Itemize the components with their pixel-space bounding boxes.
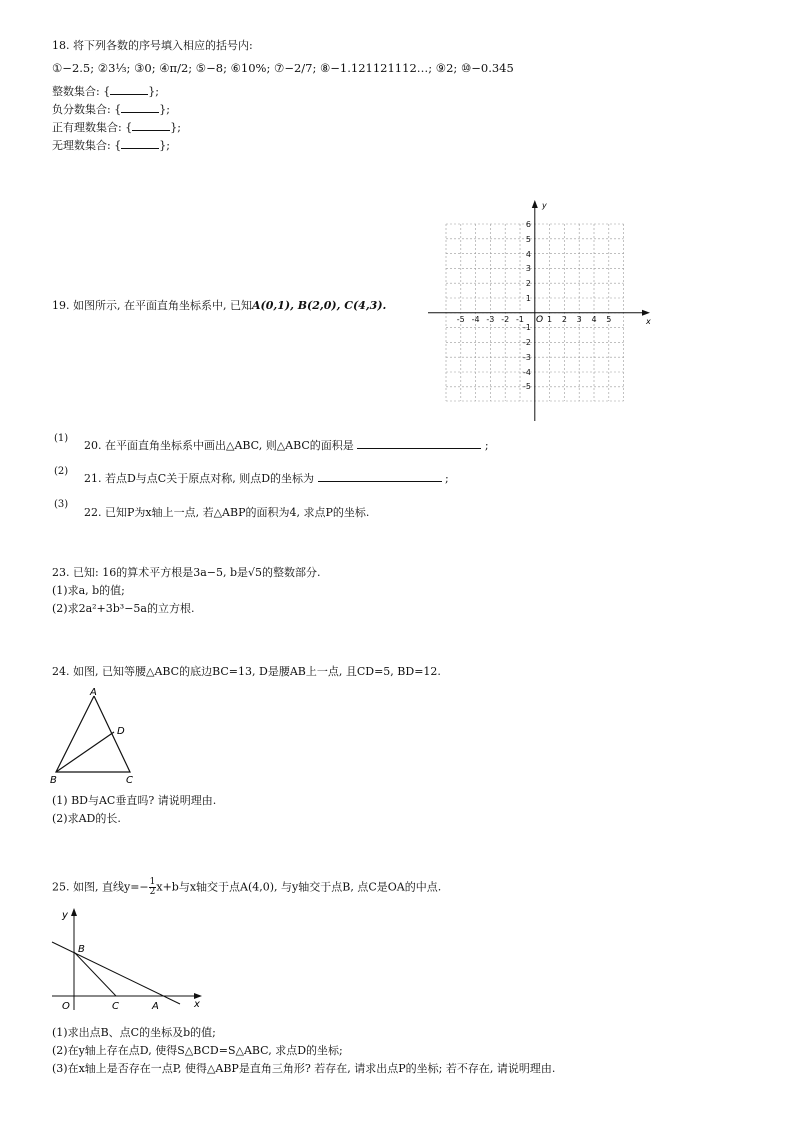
y-tick: 6 (525, 220, 531, 229)
set-label: 负分数集合: { (52, 103, 122, 116)
x-tick: 5 (606, 315, 612, 324)
y-tick: 5 (525, 235, 531, 244)
y-axis-label: y (542, 201, 547, 210)
q24-part1: (1) BD与AC垂直吗? 请说明理由. (52, 794, 217, 807)
q23-stem: 23. 已知: 16的算术平方根是3a−5, b是√5的整数部分. (52, 566, 321, 579)
point-label-c: C (126, 775, 133, 786)
q21-text: 21. 若点D与点C关于原点对称, 则点D的坐标为 ; (84, 472, 449, 485)
x-axis-label: x (646, 317, 651, 326)
sub-number: (3) (54, 499, 69, 510)
y-tick: 4 (525, 250, 531, 259)
y-axis-label: y (62, 910, 68, 921)
q25-part2: (2)在y轴上存在点D, 使得S△BCD=S△ABC, 求点D的坐标; (52, 1044, 343, 1057)
q19-stem: 19. 如图所示, 在平面直角坐标系中, 已知A(0,1), B(2,0), C(4,3). (52, 299, 387, 312)
q18-set-posrational: 正有理数集合: { }; (52, 121, 181, 134)
x-tick: -5 (456, 315, 465, 324)
q23-part1: (1)求a, b的值; (52, 584, 125, 597)
q23-part2: (2)求2a²+3b³−5a的立方根. (52, 602, 195, 615)
q25-line-figure (48, 904, 208, 1014)
sub-number: (1) (54, 433, 69, 444)
y-tick: -4 (523, 368, 531, 377)
x-tick: 3 (576, 315, 582, 324)
q24-stem: 24. 如图, 已知等腰△ABC的底边BC=13, D是腰AB上一点, 且CD=5, BD=12. (52, 665, 441, 678)
x-tick: 2 (561, 315, 567, 324)
answer-blank[interactable] (132, 130, 170, 131)
fraction: $\frac{1}{2}$ (149, 877, 156, 897)
set-label: 无理数集合: { (52, 139, 122, 152)
set-label: 整数集合: { (52, 85, 111, 98)
x-tick: 4 (591, 315, 597, 324)
x-axis-label: x (194, 999, 200, 1010)
point-label-b: B (50, 775, 57, 786)
q19-coordinate-grid (420, 196, 660, 426)
answer-blank[interactable] (121, 148, 159, 149)
q18-items: ①−2.5; ②3⅓; ③0; ④π/2; ⑤−8; ⑥10%; ⑦−2/7; ⑧−1.121121112…; ⑨2; ⑩−0.345 (52, 61, 514, 75)
answer-blank[interactable] (357, 448, 481, 449)
y-tick: -1 (523, 323, 531, 332)
q25-part1: (1)求出点B、点C的坐标及b的值; (52, 1026, 216, 1039)
point-label-a: A (152, 1001, 159, 1012)
x-tick: -3 (486, 315, 495, 324)
y-tick: 3 (525, 264, 531, 273)
y-tick: -5 (523, 382, 531, 391)
y-tick: -3 (523, 353, 531, 362)
point-label-a: A (90, 687, 97, 698)
point-label-b: B (78, 944, 85, 955)
answer-blank[interactable] (110, 94, 148, 95)
x-tick: -4 (471, 315, 480, 324)
point-label-d: D (117, 726, 125, 737)
q24-triangle-figure (48, 686, 158, 786)
origin-label: O (62, 1001, 70, 1012)
y-tick: 1 (525, 294, 531, 303)
y-tick: -2 (523, 338, 531, 347)
q25-part3: (3)在x轴上是否存在一点P, 使得△ABP是直角三角形? 若存在, 请求出点P的坐标; 若不存在, 请说明理由. (52, 1062, 556, 1075)
answer-blank[interactable] (121, 112, 159, 113)
q20-text: 20. 在平面直角坐标系中画出△ABC, 则△ABC的面积是 ; (84, 439, 489, 452)
q18-set-integer: 整数集合: { }; (52, 85, 159, 98)
x-tick: 1 (547, 315, 553, 324)
sub-number: (2) (54, 466, 69, 477)
y-tick: 2 (525, 279, 531, 288)
x-tick: -2 (501, 315, 510, 324)
q18-title: 18. 将下列各数的序号填入相应的括号内: (52, 39, 253, 52)
q18-set-negfrac: 负分数集合: { }; (52, 103, 170, 116)
q22-text: 22. 已知P为x轴上一点, 若△ABP的面积为4, 求点P的坐标. (84, 506, 370, 519)
x-tick: -1 (516, 315, 524, 324)
origin-label: O (536, 315, 544, 325)
q24-part2: (2)求AD的长. (52, 812, 121, 825)
q18-set-irrational: 无理数集合: { }; (52, 139, 170, 152)
q25-stem: 25. 如图, 直线y=− $\frac{1}{2}$ x+b与x轴交于点A(4,0), 与y轴交于点B, 点C是OA的中点. (52, 877, 442, 897)
set-label: 正有理数集合: { (52, 121, 133, 134)
answer-blank[interactable] (318, 481, 442, 482)
point-label-c: C (112, 1001, 119, 1012)
